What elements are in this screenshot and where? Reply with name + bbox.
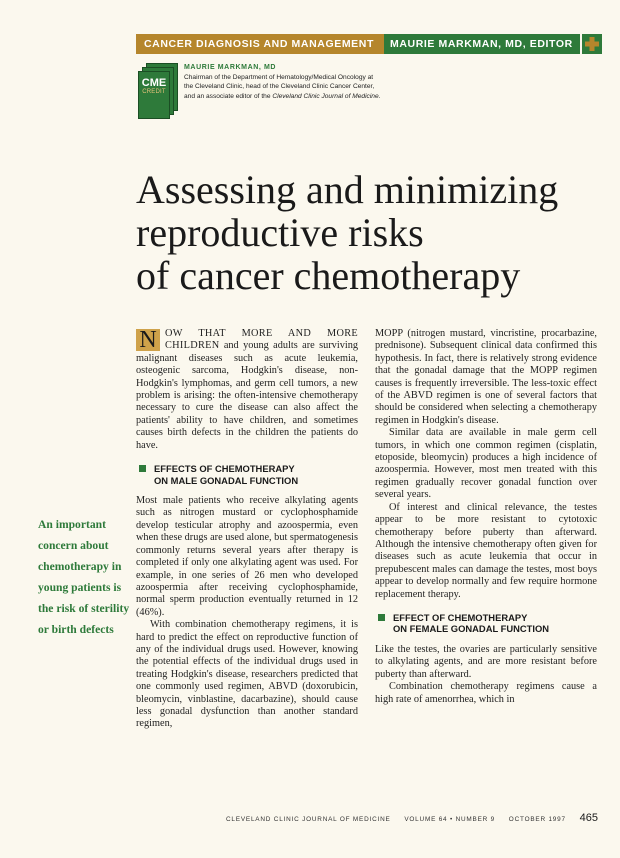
cross-icon bbox=[580, 34, 602, 54]
bullet-square-icon bbox=[139, 465, 146, 472]
author-block bbox=[184, 63, 384, 101]
paragraph: Of interest and clinical relevance, the testes appear to be more resistant to cytotoxic chemotherapy before puberty than afterward. Although the intensive chemotherapy often given for diseases such as acute leukemia that occur in prepubescent males can damage the testes, most boys appear to develop normally and few require hormone replacement therapy. bbox=[375, 501, 597, 600]
paragraph: MOPP (nitrogen mustard, vincristine, procarbazine, prednisone). Subsequent clinical data confirmed this hypothesis. In fact, there is relatively strong evidence that the gonadal damage that the MOPP regimen causes is frequently irreversible. The less-toxic effect of the ABVD regimen is one of several factors that should be considered when selecting a chemotherapy regimen in Hodgkin's disease. bbox=[375, 328, 597, 426]
pull-quote: An important concern about chemotherapy in young patients is the risk of sterility or birth defects bbox=[38, 518, 130, 636]
bullet-square-icon bbox=[378, 614, 385, 621]
journal-name: Cleveland Clinic Journal of Medicine. bbox=[272, 92, 381, 100]
cme-label: CME bbox=[141, 77, 167, 89]
section-heading-female: EFFECT OF CHEMOTHERAPY ON FEMALE GONADAL FUNCTION bbox=[375, 612, 597, 635]
cme-credit-badge bbox=[138, 63, 176, 117]
title-line-1: Assessing and minimizing bbox=[136, 167, 559, 212]
paragraph: Like the testes, the ovaries are particularly sensitive to alkylating agents, and are more resistant before puberty than afterward. bbox=[375, 643, 597, 680]
paragraph: Most male patients who receive alkylating agents such as nitrogen mustard or cyclophosphamide develop testicular atrophy and azoospermia, even when these drugs are used alone, but spermatogenesis commonly returns several years after therapy is completed if only one alkylating agent was used. For example, in one series of 26 men who developed azoospermia after receiving cyclophosphamide, normal sperm production eventually returned in 12 (46%). bbox=[136, 495, 358, 618]
author-name: MAURIE MARKMAN, MD bbox=[184, 64, 277, 71]
footer-date: OCTOBER 1997 bbox=[508, 816, 566, 823]
body-column-right bbox=[375, 328, 597, 706]
intro-lead: OW THAT MORE AND MORE CHILDREN bbox=[165, 328, 358, 352]
section-title: CANCER DIAGNOSIS AND MANAGEMENT bbox=[136, 34, 384, 54]
section-heading-male: EFFECTS OF CHEMOTHERAPY ON MALE GONADAL FUNCTION bbox=[136, 463, 358, 486]
title-line-2: reproductive risks bbox=[136, 210, 424, 255]
title-line-3: of cancer chemotherapy bbox=[136, 253, 521, 298]
paragraph: Combination chemotherapy regimens cause a high rate of amenorrhea, which in bbox=[375, 681, 597, 705]
section-header-bar bbox=[136, 34, 602, 54]
credit-label: CREDIT bbox=[142, 89, 166, 95]
intro-paragraph: N OW THAT MORE AND MORE CHILDREN and young adults are surviving malignant diseases such as acute leukemia, osteogenic sarcoma, Hodgkin's disease, non-Hodgkin's lymphomas, and germ cell tumors, a new problem is arising: the often-intensive chemotherapy necessary to cure the disease can also affect the patients' ability to have children, and sometimes causes birth defects in the children the patients do have. bbox=[136, 327, 358, 451]
footer-volume: VOLUME 64 • NUMBER 9 bbox=[404, 816, 496, 823]
article-title bbox=[136, 168, 596, 297]
paragraph: With combination chemotherapy regimens, it is hard to predict the effect on reproductive function of any of the individual drugs used. However, knowing the potential effects of the individual drugs used in treating Hodgkin's disease, researchers predicted that one commonly used regimen, ABVD (doxorubicin, bleomycin, vinblastine, dacarbazine), should cause less gonadal dysfunction than another standard regimen, bbox=[136, 619, 358, 730]
editor-credit: MAURIE MARKMAN, MD, EDITOR bbox=[384, 34, 580, 54]
author-description: Chairman of the Department of Hematology/Medical Oncology at the Cleveland Clinic, head of the Cleveland Clinic Cancer Center, and an associate editor of the Cleveland Clinic Journal of Medicine. bbox=[184, 74, 381, 100]
page-footer bbox=[226, 812, 598, 824]
page-number: 465 bbox=[579, 812, 598, 824]
paragraph: Similar data are available in male germ cell tumors, in which one common regimen (cisplatin, etoposide, bleomycin) produces a high incidence of azoospermia. However, most men treated with this regimen gradually recover gonadal function over several years. bbox=[375, 427, 597, 501]
body-column-left bbox=[136, 328, 358, 731]
footer-journal: CLEVELAND CLINIC JOURNAL OF MEDICINE bbox=[226, 816, 391, 823]
drop-cap: N bbox=[136, 329, 160, 351]
